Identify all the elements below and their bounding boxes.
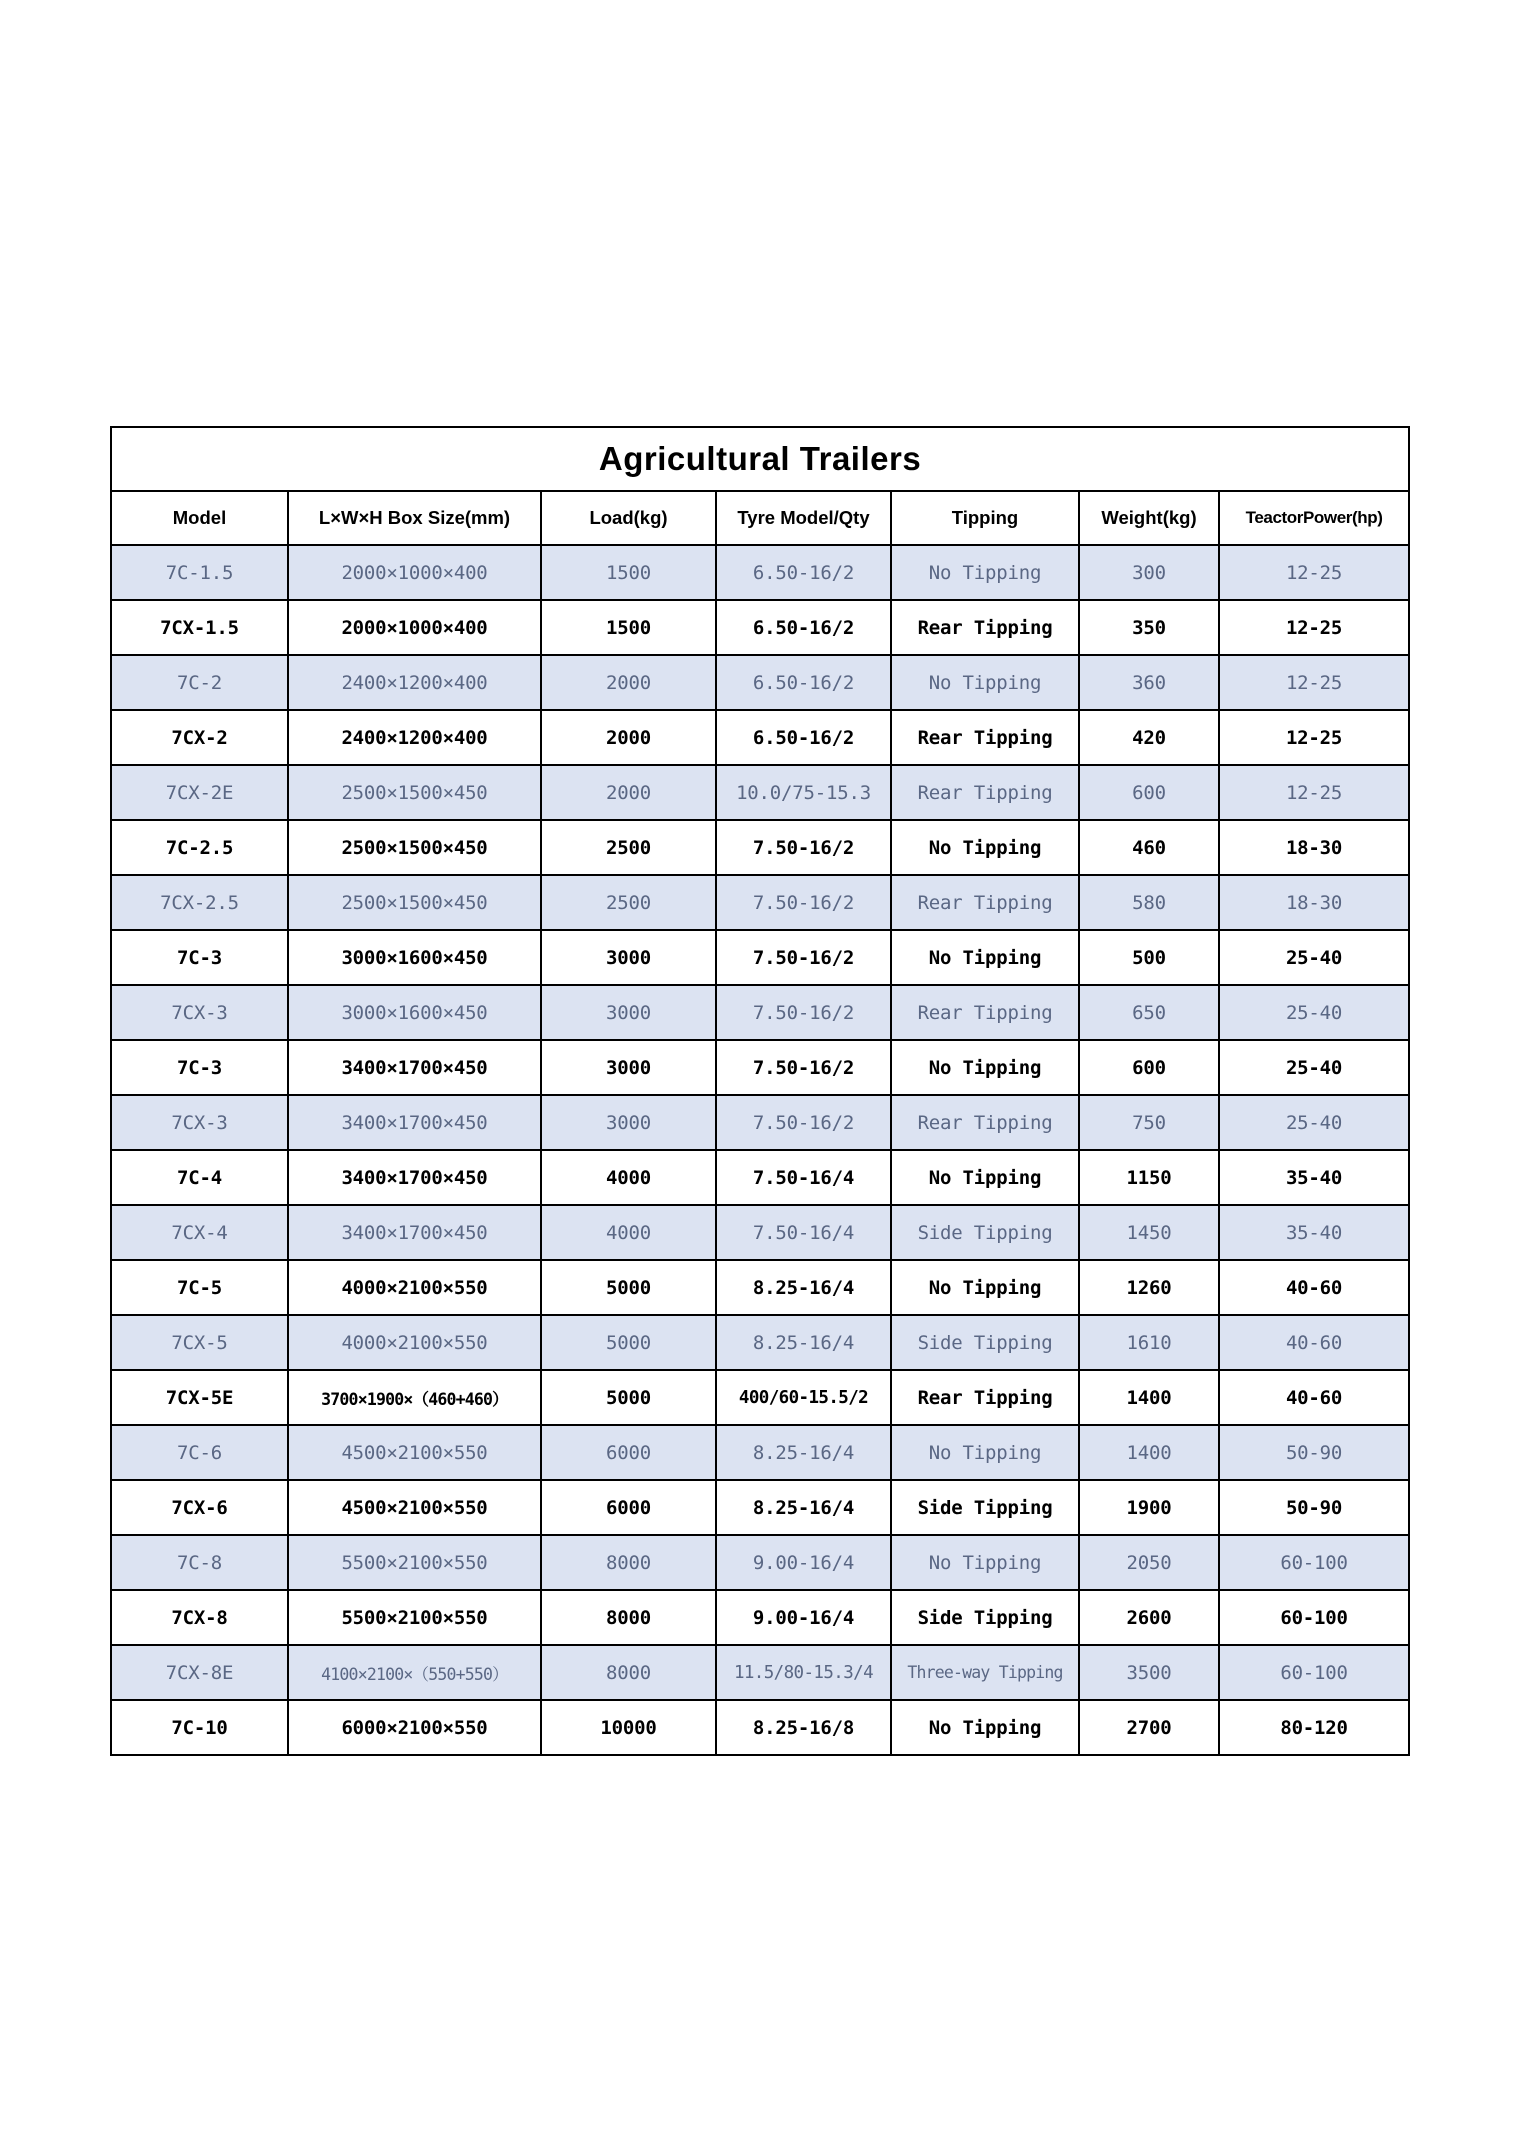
cell-tyre: 7.50-16/2 bbox=[716, 820, 891, 875]
cell-power: 12-25 bbox=[1219, 655, 1409, 710]
cell-box: 4000×2100×550 bbox=[288, 1260, 541, 1315]
cell-tipping: Rear Tipping bbox=[891, 1370, 1079, 1425]
cell-box: 2400×1200×400 bbox=[288, 710, 541, 765]
cell-power: 40-60 bbox=[1219, 1315, 1409, 1370]
cell-tipping: No Tipping bbox=[891, 1150, 1079, 1205]
cell-model: 7C-8 bbox=[111, 1535, 288, 1590]
cell-tipping: Rear Tipping bbox=[891, 710, 1079, 765]
cell-load: 5000 bbox=[541, 1260, 716, 1315]
cell-tyre: 7.50-16/2 bbox=[716, 930, 891, 985]
cell-load: 3000 bbox=[541, 930, 716, 985]
cell-load: 2000 bbox=[541, 655, 716, 710]
cell-tyre: 8.25-16/8 bbox=[716, 1700, 891, 1755]
table-row bbox=[111, 1040, 1409, 1095]
column-header-tractor-power: TeactorPower(hp) bbox=[1219, 491, 1409, 545]
table-row bbox=[111, 1480, 1409, 1535]
table-row bbox=[111, 600, 1409, 655]
cell-tyre: 7.50-16/2 bbox=[716, 875, 891, 930]
column-header-tipping: Tipping bbox=[891, 491, 1079, 545]
cell-tyre: 6.50-16/2 bbox=[716, 655, 891, 710]
table-row bbox=[111, 1315, 1409, 1370]
cell-load: 8000 bbox=[541, 1535, 716, 1590]
cell-weight: 350 bbox=[1079, 600, 1219, 655]
cell-tyre: 7.50-16/2 bbox=[716, 1095, 891, 1150]
cell-box: 2400×1200×400 bbox=[288, 655, 541, 710]
cell-model: 7CX-3 bbox=[111, 985, 288, 1040]
table-row bbox=[111, 655, 1409, 710]
cell-tipping: No Tipping bbox=[891, 1535, 1079, 1590]
cell-weight: 2600 bbox=[1079, 1590, 1219, 1645]
cell-tyre: 6.50-16/2 bbox=[716, 545, 891, 600]
cell-model: 7C-4 bbox=[111, 1150, 288, 1205]
cell-load: 3000 bbox=[541, 985, 716, 1040]
cell-weight: 750 bbox=[1079, 1095, 1219, 1150]
cell-load: 5000 bbox=[541, 1315, 716, 1370]
cell-weight: 360 bbox=[1079, 655, 1219, 710]
cell-load: 4000 bbox=[541, 1150, 716, 1205]
cell-tipping: Three-way Tipping bbox=[891, 1645, 1079, 1700]
cell-power: 25-40 bbox=[1219, 1095, 1409, 1150]
cell-model: 7C-6 bbox=[111, 1425, 288, 1480]
cell-box: 3400×1700×450 bbox=[288, 1095, 541, 1150]
cell-box: 3000×1600×450 bbox=[288, 930, 541, 985]
table-row bbox=[111, 820, 1409, 875]
cell-load: 5000 bbox=[541, 1370, 716, 1425]
cell-tipping: Rear Tipping bbox=[891, 1095, 1079, 1150]
table-row bbox=[111, 1425, 1409, 1480]
table-row bbox=[111, 1700, 1409, 1755]
cell-power: 25-40 bbox=[1219, 985, 1409, 1040]
cell-tipping: Side Tipping bbox=[891, 1205, 1079, 1260]
table-row bbox=[111, 765, 1409, 820]
cell-tipping: Rear Tipping bbox=[891, 765, 1079, 820]
cell-weight: 1260 bbox=[1079, 1260, 1219, 1315]
table-head bbox=[111, 427, 1409, 545]
cell-tipping: Side Tipping bbox=[891, 1590, 1079, 1645]
cell-model: 7CX-5 bbox=[111, 1315, 288, 1370]
cell-box: 3000×1600×450 bbox=[288, 985, 541, 1040]
cell-box: 3400×1700×450 bbox=[288, 1150, 541, 1205]
cell-power: 25-40 bbox=[1219, 930, 1409, 985]
table-title-row bbox=[111, 427, 1409, 491]
cell-tyre: 6.50-16/2 bbox=[716, 710, 891, 765]
cell-model: 7C-2.5 bbox=[111, 820, 288, 875]
cell-box: 3400×1700×450 bbox=[288, 1205, 541, 1260]
cell-weight: 580 bbox=[1079, 875, 1219, 930]
cell-power: 12-25 bbox=[1219, 765, 1409, 820]
cell-load: 3000 bbox=[541, 1040, 716, 1095]
cell-load: 6000 bbox=[541, 1425, 716, 1480]
cell-load: 2500 bbox=[541, 820, 716, 875]
cell-model: 7C-2 bbox=[111, 655, 288, 710]
cell-weight: 650 bbox=[1079, 985, 1219, 1040]
cell-model: 7CX-2.5 bbox=[111, 875, 288, 930]
table-body bbox=[111, 545, 1409, 1755]
cell-power: 12-25 bbox=[1219, 545, 1409, 600]
cell-tipping: No Tipping bbox=[891, 1425, 1079, 1480]
cell-power: 35-40 bbox=[1219, 1150, 1409, 1205]
table-row bbox=[111, 1535, 1409, 1590]
cell-box: 5500×2100×550 bbox=[288, 1590, 541, 1645]
cell-tipping: No Tipping bbox=[891, 1040, 1079, 1095]
cell-model: 7CX-2E bbox=[111, 765, 288, 820]
cell-tipping: No Tipping bbox=[891, 655, 1079, 710]
cell-model: 7CX-2 bbox=[111, 710, 288, 765]
cell-load: 2000 bbox=[541, 765, 716, 820]
cell-tyre: 7.50-16/4 bbox=[716, 1205, 891, 1260]
cell-power: 60-100 bbox=[1219, 1590, 1409, 1645]
column-header-tyre: Tyre Model/Qty bbox=[716, 491, 891, 545]
table-row bbox=[111, 1260, 1409, 1315]
cell-load: 10000 bbox=[541, 1700, 716, 1755]
cell-power: 12-25 bbox=[1219, 710, 1409, 765]
cell-weight: 460 bbox=[1079, 820, 1219, 875]
cell-power: 40-60 bbox=[1219, 1370, 1409, 1425]
cell-power: 50-90 bbox=[1219, 1425, 1409, 1480]
cell-box: 2500×1500×450 bbox=[288, 765, 541, 820]
cell-tyre: 7.50-16/2 bbox=[716, 985, 891, 1040]
cell-box: 3700×1900×（460+460） bbox=[288, 1370, 541, 1425]
cell-model: 7CX-8 bbox=[111, 1590, 288, 1645]
cell-weight: 2700 bbox=[1079, 1700, 1219, 1755]
spec-table-container bbox=[110, 426, 1408, 1756]
cell-model: 7CX-8E bbox=[111, 1645, 288, 1700]
table-row bbox=[111, 1645, 1409, 1700]
cell-box: 2500×1500×450 bbox=[288, 875, 541, 930]
cell-tipping: No Tipping bbox=[891, 930, 1079, 985]
cell-tyre: 8.25-16/4 bbox=[716, 1260, 891, 1315]
cell-load: 1500 bbox=[541, 600, 716, 655]
cell-model: 7C-3 bbox=[111, 1040, 288, 1095]
cell-load: 2500 bbox=[541, 875, 716, 930]
cell-tipping: Rear Tipping bbox=[891, 985, 1079, 1040]
cell-weight: 420 bbox=[1079, 710, 1219, 765]
cell-model: 7CX-6 bbox=[111, 1480, 288, 1535]
cell-box: 2500×1500×450 bbox=[288, 820, 541, 875]
table-row bbox=[111, 1590, 1409, 1645]
cell-tipping: No Tipping bbox=[891, 1700, 1079, 1755]
table-row bbox=[111, 875, 1409, 930]
cell-tipping: Rear Tipping bbox=[891, 600, 1079, 655]
cell-load: 3000 bbox=[541, 1095, 716, 1150]
cell-load: 8000 bbox=[541, 1590, 716, 1645]
cell-tipping: Side Tipping bbox=[891, 1480, 1079, 1535]
cell-tipping: No Tipping bbox=[891, 545, 1079, 600]
cell-weight: 1900 bbox=[1079, 1480, 1219, 1535]
cell-tyre: 11.5/80-15.3/4 bbox=[716, 1645, 891, 1700]
agricultural-trailers-table bbox=[110, 426, 1410, 1756]
cell-model: 7C-1.5 bbox=[111, 545, 288, 600]
cell-box: 4500×2100×550 bbox=[288, 1480, 541, 1535]
cell-tyre: 400/60-15.5/2 bbox=[716, 1370, 891, 1425]
cell-tyre: 8.25-16/4 bbox=[716, 1480, 891, 1535]
cell-tipping: Side Tipping bbox=[891, 1315, 1079, 1370]
column-header-load: Load(kg) bbox=[541, 491, 716, 545]
cell-power: 25-40 bbox=[1219, 1040, 1409, 1095]
cell-weight: 1150 bbox=[1079, 1150, 1219, 1205]
column-header-box-size: L×W×H Box Size(mm) bbox=[288, 491, 541, 545]
column-header-model: Model bbox=[111, 491, 288, 545]
cell-tyre: 7.50-16/4 bbox=[716, 1150, 891, 1205]
table-row bbox=[111, 930, 1409, 985]
cell-model: 7CX-3 bbox=[111, 1095, 288, 1150]
cell-load: 1500 bbox=[541, 545, 716, 600]
cell-power: 12-25 bbox=[1219, 600, 1409, 655]
cell-power: 60-100 bbox=[1219, 1645, 1409, 1700]
cell-model: 7CX-5E bbox=[111, 1370, 288, 1425]
cell-load: 4000 bbox=[541, 1205, 716, 1260]
table-row bbox=[111, 1095, 1409, 1150]
cell-model: 7CX-1.5 bbox=[111, 600, 288, 655]
cell-box: 2000×1000×400 bbox=[288, 545, 541, 600]
cell-weight: 600 bbox=[1079, 765, 1219, 820]
cell-tyre: 9.00-16/4 bbox=[716, 1590, 891, 1645]
cell-power: 18-30 bbox=[1219, 820, 1409, 875]
cell-weight: 1400 bbox=[1079, 1425, 1219, 1480]
table-row bbox=[111, 1205, 1409, 1260]
cell-weight: 600 bbox=[1079, 1040, 1219, 1095]
cell-tyre: 8.25-16/4 bbox=[716, 1315, 891, 1370]
cell-tyre: 6.50-16/2 bbox=[716, 600, 891, 655]
table-title: Agricultural Trailers bbox=[111, 427, 1409, 491]
cell-load: 6000 bbox=[541, 1480, 716, 1535]
cell-power: 40-60 bbox=[1219, 1260, 1409, 1315]
cell-tyre: 8.25-16/4 bbox=[716, 1425, 891, 1480]
table-row bbox=[111, 1370, 1409, 1425]
cell-power: 18-30 bbox=[1219, 875, 1409, 930]
cell-weight: 1610 bbox=[1079, 1315, 1219, 1370]
cell-load: 2000 bbox=[541, 710, 716, 765]
cell-box: 5500×2100×550 bbox=[288, 1535, 541, 1590]
table-row bbox=[111, 1150, 1409, 1205]
cell-weight: 500 bbox=[1079, 930, 1219, 985]
cell-load: 8000 bbox=[541, 1645, 716, 1700]
cell-model: 7C-3 bbox=[111, 930, 288, 985]
cell-tipping: No Tipping bbox=[891, 820, 1079, 875]
cell-weight: 3500 bbox=[1079, 1645, 1219, 1700]
cell-tipping: Rear Tipping bbox=[891, 875, 1079, 930]
cell-weight: 1400 bbox=[1079, 1370, 1219, 1425]
cell-power: 50-90 bbox=[1219, 1480, 1409, 1535]
cell-model: 7C-5 bbox=[111, 1260, 288, 1315]
cell-box: 2000×1000×400 bbox=[288, 600, 541, 655]
table-row bbox=[111, 710, 1409, 765]
table-header-row bbox=[111, 491, 1409, 545]
cell-weight: 300 bbox=[1079, 545, 1219, 600]
cell-box: 6000×2100×550 bbox=[288, 1700, 541, 1755]
cell-power: 60-100 bbox=[1219, 1535, 1409, 1590]
table-row bbox=[111, 985, 1409, 1040]
cell-tyre: 10.0/75-15.3 bbox=[716, 765, 891, 820]
cell-weight: 1450 bbox=[1079, 1205, 1219, 1260]
cell-power: 35-40 bbox=[1219, 1205, 1409, 1260]
cell-tipping: No Tipping bbox=[891, 1260, 1079, 1315]
cell-box: 4500×2100×550 bbox=[288, 1425, 541, 1480]
cell-box: 3400×1700×450 bbox=[288, 1040, 541, 1095]
cell-box: 4100×2100×（550+550） bbox=[288, 1645, 541, 1700]
cell-model: 7C-10 bbox=[111, 1700, 288, 1755]
column-header-weight: Weight(kg) bbox=[1079, 491, 1219, 545]
table-row bbox=[111, 545, 1409, 600]
cell-power: 80-120 bbox=[1219, 1700, 1409, 1755]
cell-model: 7CX-4 bbox=[111, 1205, 288, 1260]
cell-box: 4000×2100×550 bbox=[288, 1315, 541, 1370]
cell-tyre: 7.50-16/2 bbox=[716, 1040, 891, 1095]
cell-tyre: 9.00-16/4 bbox=[716, 1535, 891, 1590]
cell-weight: 2050 bbox=[1079, 1535, 1219, 1590]
